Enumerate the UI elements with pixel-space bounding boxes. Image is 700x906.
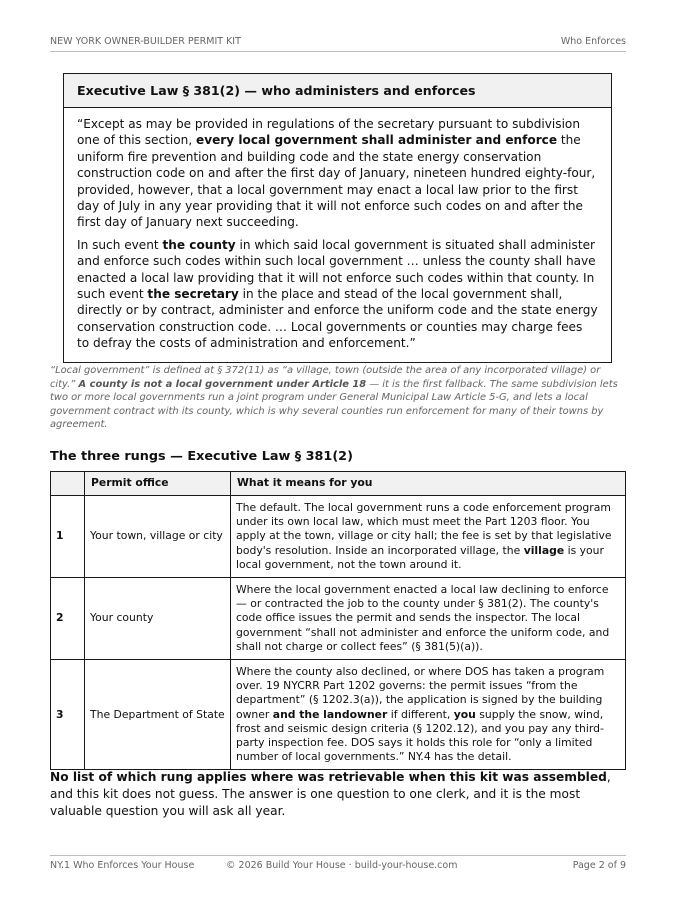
meaning-emphasis: you — [453, 707, 476, 721]
closing-emphasis: No list of which rung applies where was retrievable when this kit was assembled — [50, 770, 607, 784]
meaning-text: is your local government, not the town around it. — [236, 543, 604, 571]
statute-title: Executive Law § 381(2) — who administers and enforces — [64, 74, 611, 108]
footer-copyright: © 2026 Build Your House · build-your-house.com — [226, 860, 458, 871]
rung-meaning — [231, 578, 626, 660]
statute-text: in which said local government is situated shall administer and enforce such codes within such local government … unless the county shall have enacted a local law providing that it will not enforce such codes within that county. In such event — [77, 237, 596, 302]
definition-note — [50, 364, 628, 432]
closing-text: , and this kit does not guess. The answer is one question to one clerk, and it is the most valuable question you will ask all year. — [50, 770, 611, 818]
closing-paragraph — [50, 769, 630, 820]
statute-emphasis: the county — [162, 237, 236, 252]
statute-text: In such event — [77, 237, 163, 252]
rung-meaning — [231, 660, 626, 770]
page-footer — [50, 855, 626, 871]
meaning-text: if different, — [387, 707, 454, 721]
footer-page-number: Page 2 of 9 — [572, 860, 626, 871]
table-header-row — [51, 472, 626, 496]
page-header — [50, 36, 626, 52]
statute-emphasis: every local government shall administer and enforce — [196, 133, 558, 148]
statute-box — [63, 73, 612, 363]
note-text: — it is the first fallback. The same subdivision lets two or more local governments run a joint program under General Municipal Law Article 5-G, and lets a local government contract with its county, which is why several counties run enforcement for many of their towns by agreement. — [50, 378, 618, 431]
meaning-text: supply the snow, wind, frost and seismic design criteria (§ 1202.12), and you pay any third-party inspection fee. DOS says it holds this role for “only a limited number of local governments.” NY.4 has the detail. — [236, 707, 604, 764]
note-emphasis: A county is not a local government under Article 18 — [78, 378, 367, 390]
note-text: “Local government” is defined at § 372(11) as “a village, town (outside the area of any incorporated village) or city.” — [50, 365, 601, 390]
meaning-text: Where the county also declined, or where DOS has taken a program over. 19 NYCRR Part 1202 governs: the permit issues “from the department” (§ 1202.3(a)), the application is signed by the building owner — [236, 665, 605, 721]
rung-number: 2 — [51, 578, 85, 660]
statute-emphasis: the secretary — [147, 287, 239, 302]
table-row — [51, 496, 626, 578]
header-section-name: Who Enforces — [560, 36, 626, 47]
table-row — [51, 578, 626, 660]
rungs-table — [50, 471, 626, 770]
rung-number: 1 — [51, 496, 85, 578]
meaning-emphasis: and the landowner — [272, 707, 388, 721]
statute-paragraph-1 — [77, 116, 598, 231]
meaning-text: The default. The local government runs a code enforcement program under its own local law, which must meet the Part 1203 floor. You apply at the town, village or city hall; the fee is set by that legislative body's resolution. Inside an incorporated village, the — [236, 501, 612, 557]
column-header-meaning: What it means for you — [231, 472, 626, 496]
permit-office: The Department of State — [85, 660, 231, 770]
statute-paragraph-2 — [77, 237, 598, 352]
table-row — [51, 660, 626, 770]
meaning-emphasis: village — [523, 543, 565, 557]
section-title: The three rungs — Executive Law § 381(2) — [50, 449, 353, 464]
header-kit-title: NEW YORK OWNER-BUILDER PERMIT KIT — [50, 36, 241, 47]
statute-text: “Except as may be provided in regulations of the secretary pursuant to subdivision one of this section, — [77, 117, 580, 148]
statute-text: in the place and stead of the local government shall, directly or by contract, administer and enforce the uniform code and the state energy conservation construction code. … Local governments or counties may charge fees to defray the costs of administration and enforcement.” — [77, 287, 598, 351]
rung-number: 3 — [51, 660, 85, 770]
statute-text: the uniform fire prevention and building code and the state energy conservation construction code on and after the first day of January, nineteen hundred eighty-four, provided, however, that a local government may enact a local law prior to the first day of July in any year providing that it will not enforce such codes on and after the first day of January next succeeding. — [77, 133, 596, 230]
column-header-number — [51, 472, 85, 496]
column-header-permit-office: Permit office — [85, 472, 231, 496]
rung-meaning — [231, 496, 626, 578]
meaning-text: Where the local government enacted a local law declining to enforce — or contracted the job to the county under § 381(2). The county's code office issues the permit and sends the inspector. The local government “shall not administer and enforce the uniform code, and shall not charge or collect fees” (§ 381(5)(a)). — [236, 583, 610, 653]
permit-office: Your county — [85, 578, 231, 660]
permit-office: Your town, village or city — [85, 496, 231, 578]
footer-chapter: NY.1 Who Enforces Your House — [50, 860, 195, 871]
statute-body — [64, 108, 611, 362]
